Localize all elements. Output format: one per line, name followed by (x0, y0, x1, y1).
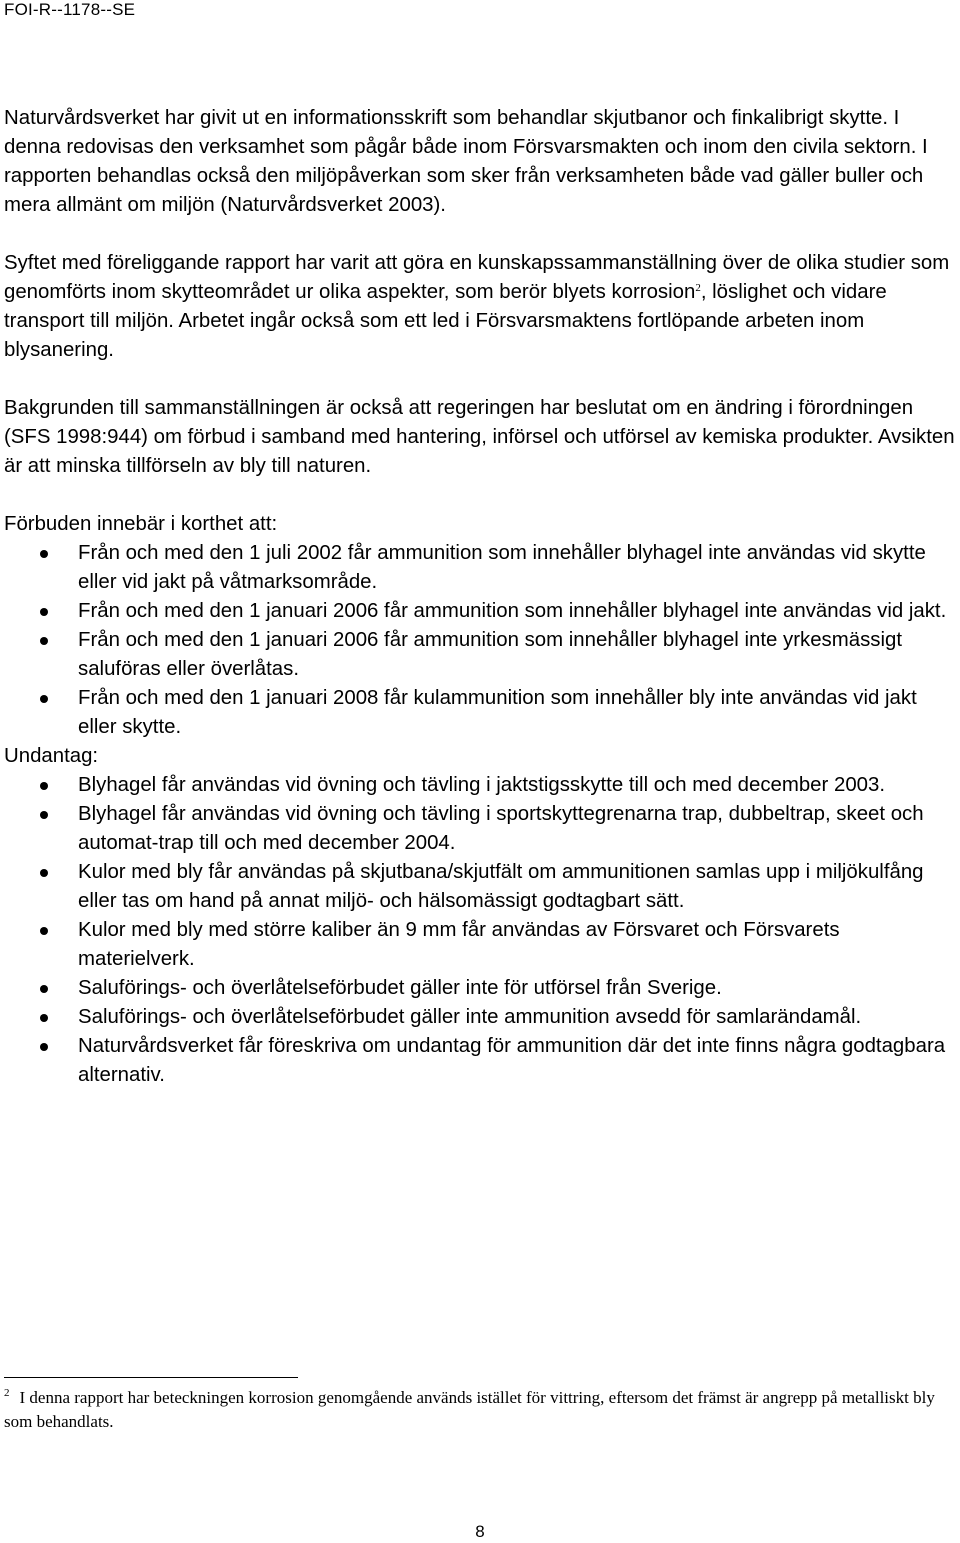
bullet-icon (40, 1043, 48, 1051)
list-item (4, 974, 958, 1003)
bullet-icon (40, 695, 48, 703)
list-item-text: Kulor med bly med större kaliber än 9 mm får användas av Försvaret och Försvarets materielverk. (78, 919, 840, 970)
exceptions-list (4, 771, 958, 1090)
list-item-text: Kulor med bly får användas på skjutbana/skjutfält om ammunitionen samlas upp i miljökulfång eller tas om hand på annat miljö- och hälsomässigt godtagbart sätt. (78, 861, 924, 912)
list-item-text: Saluförings- och överlåtelseförbudet gäller inte ammunition avsedd för samlarändamål. (78, 1006, 862, 1028)
list-item (4, 684, 958, 742)
footnote-text: I denna rapport har beteckningen korrosion genomgående används istället för vittring, eftersom det främst är angrepp på metalliskt bly som behandlats. (4, 1388, 935, 1431)
bullet-icon (40, 927, 48, 935)
list-item (4, 539, 958, 597)
list-item (4, 858, 958, 916)
report-id-header: FOI-R--1178--SE (4, 0, 136, 19)
list-item (4, 1032, 958, 1090)
list-item-text: Från och med den 1 januari 2008 får kulammunition som innehåller bly inte användas vid jakt eller skytte. (78, 687, 917, 738)
footnote (4, 1386, 944, 1434)
bullet-icon (40, 1014, 48, 1022)
bullet-icon (40, 550, 48, 558)
paragraph-intro: Naturvårdsverket har givit ut en informationsskrift som behandlar skjutbanor och finkalibrigt skytte. I denna redovisas den verksamhet som pågår både inom Försvarsmakten och inom den civila sektorn. I rapporten behandlas också den miljöpåverkan som sker från verksamheten både vad gäller buller och mera allmänt om miljön (Naturvårdsverket 2003). (4, 107, 928, 216)
list-item-text: Från och med den 1 juli 2002 får ammunition som innehåller blyhagel inte användas vid skytte eller vid jakt på våtmarksområde. (78, 542, 926, 593)
exceptions-label: Undantag: (4, 745, 99, 767)
paragraph-purpose-text-cont: , löslighet och vidare transport till miljön. Arbetet ingår också som ett led i Försvarsmaktens fortlöpande arbeten inom blysanering. (4, 281, 887, 361)
list-item-text: Från och med den 1 januari 2006 får ammunition som innehåller blyhagel inte yrkesmässigt saluföras eller överlåtas. (78, 629, 902, 680)
paragraph-background: Bakgrunden till sammanställningen är också att regeringen har beslutat om en ändring i förordningen (SFS 1998:944) om förbud i samband med hantering, införsel och utförsel av kemiska produkter. Avsikten är att minska tillförseln av bly till naturen. (4, 397, 955, 477)
bullet-icon (40, 869, 48, 877)
list-item (4, 771, 958, 800)
bullet-icon (40, 811, 48, 819)
bullet-icon (40, 608, 48, 616)
list-item-text: Saluförings- och överlåtelseförbudet gäller inte för utförsel från Sverige. (78, 977, 722, 999)
footnote-number: 2 (4, 1387, 10, 1399)
list-item (4, 626, 958, 684)
bullet-icon (40, 985, 48, 993)
footnote-reference[interactable]: 2 (695, 282, 701, 294)
footnote-divider (4, 1377, 298, 1378)
list-item-text: Naturvårdsverket får föreskriva om undantag för ammunition där det inte finns några godtagbara alternativ. (78, 1035, 946, 1086)
list-item (4, 916, 958, 974)
paragraph-purpose (4, 249, 958, 365)
list-item (4, 597, 958, 626)
prohibitions-label: Förbuden innebär i korthet att: (4, 513, 278, 535)
bullet-icon (40, 637, 48, 645)
list-item (4, 1003, 958, 1032)
prohibitions-list (4, 539, 958, 742)
page-number: 8 (475, 1522, 485, 1541)
main-content (4, 104, 958, 1090)
list-item-text: Blyhagel får användas vid övning och tävling i sportskyttegrenarna trap, dubbeltrap, skeet och automat-trap till och med december 2004. (78, 803, 924, 854)
list-item-text: Blyhagel får användas vid övning och tävling i jaktstigsskytte till och med december 2003. (78, 774, 886, 796)
bullet-icon (40, 782, 48, 790)
paragraph-purpose-text: Syftet med föreliggande rapport har varit att göra en kunskapssammanställning över de olika studier som genomförts inom skytteområdet ur olika aspekter, som berör blyets korrosion (4, 252, 950, 303)
list-item (4, 800, 958, 858)
list-item-text: Från och med den 1 januari 2006 får ammunition som innehåller blyhagel inte användas vid jakt. (78, 600, 947, 622)
